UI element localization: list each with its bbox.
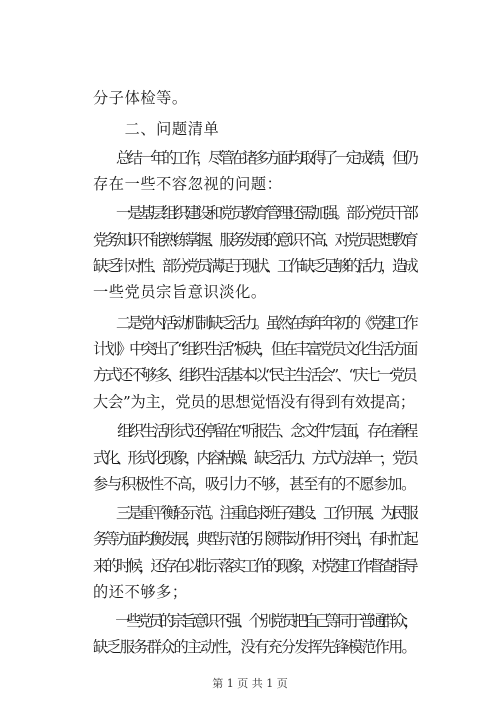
text-line: 来的时候，还存在以批示落实工作的现象，对党建工作督查指导 — [93, 557, 416, 575]
text-line: 一些党员的宗旨意识不强、个别党员把自己等同于普通群众， — [93, 612, 415, 630]
text-line: 参与积极性不高，吸引力不够，甚至有的不愿参加。 — [93, 475, 416, 493]
text-line: 大会”为主，党员的思想觉悟没有得到有效提高； — [93, 393, 415, 411]
text-line: 的还不够多； — [93, 583, 188, 601]
text-line: 总结一年的工作，尽管在诸多方面均取得了一定成绩，但仍 — [93, 149, 416, 167]
text-line: 方式还不够多、组织生活基本以“民主生活会”、“庆七一党员 — [93, 366, 415, 384]
text-line: 一是基层组织建设和党员教育管理还需加强。部分党员干部 — [93, 204, 416, 222]
text-line: 三是重平衡轻示范。注重追求班子建设、工作开展、为民服 — [93, 504, 416, 522]
text-line: 分子体检等。 — [93, 89, 188, 107]
section-heading: 二、问题清单 — [93, 120, 220, 138]
text-line: 缺乏针对性、部分党员满足于现状、工作缺乏足够的活力，造成 — [93, 257, 416, 275]
text-line: 计划》中突出了“组织生活”板块，但在丰富党员文化生活方面 — [93, 340, 416, 358]
text-line: 组织生活形式还停留在“听报告、念文件”层面，存在着程 — [93, 422, 416, 440]
text-line: 缺乏服务群众的主动性，没有充分发挥先锋模范作用。 — [93, 638, 415, 656]
text-line: 一些党员宗旨意识淡化。 — [93, 283, 267, 301]
text-line: 党务知识不能熟练掌握、服务发展的意识不高、对党员思想教育 — [93, 231, 416, 249]
text-line: 二是党内活动机制缺乏活力。虽然在每年年初的《党建工作 — [93, 314, 416, 332]
text-line: 式化、形式化现象，内容枯燥、缺乏活力、方式方法单一，党员 — [93, 449, 416, 467]
page-footer: 第 1 页 共 1 页 — [212, 677, 288, 690]
text-line: 存在一些不容忽视的问题： — [93, 175, 283, 193]
text-line: 务等方面均衡发展，典型示范的引领带动作用不突出，有时忙起 — [93, 530, 416, 548]
